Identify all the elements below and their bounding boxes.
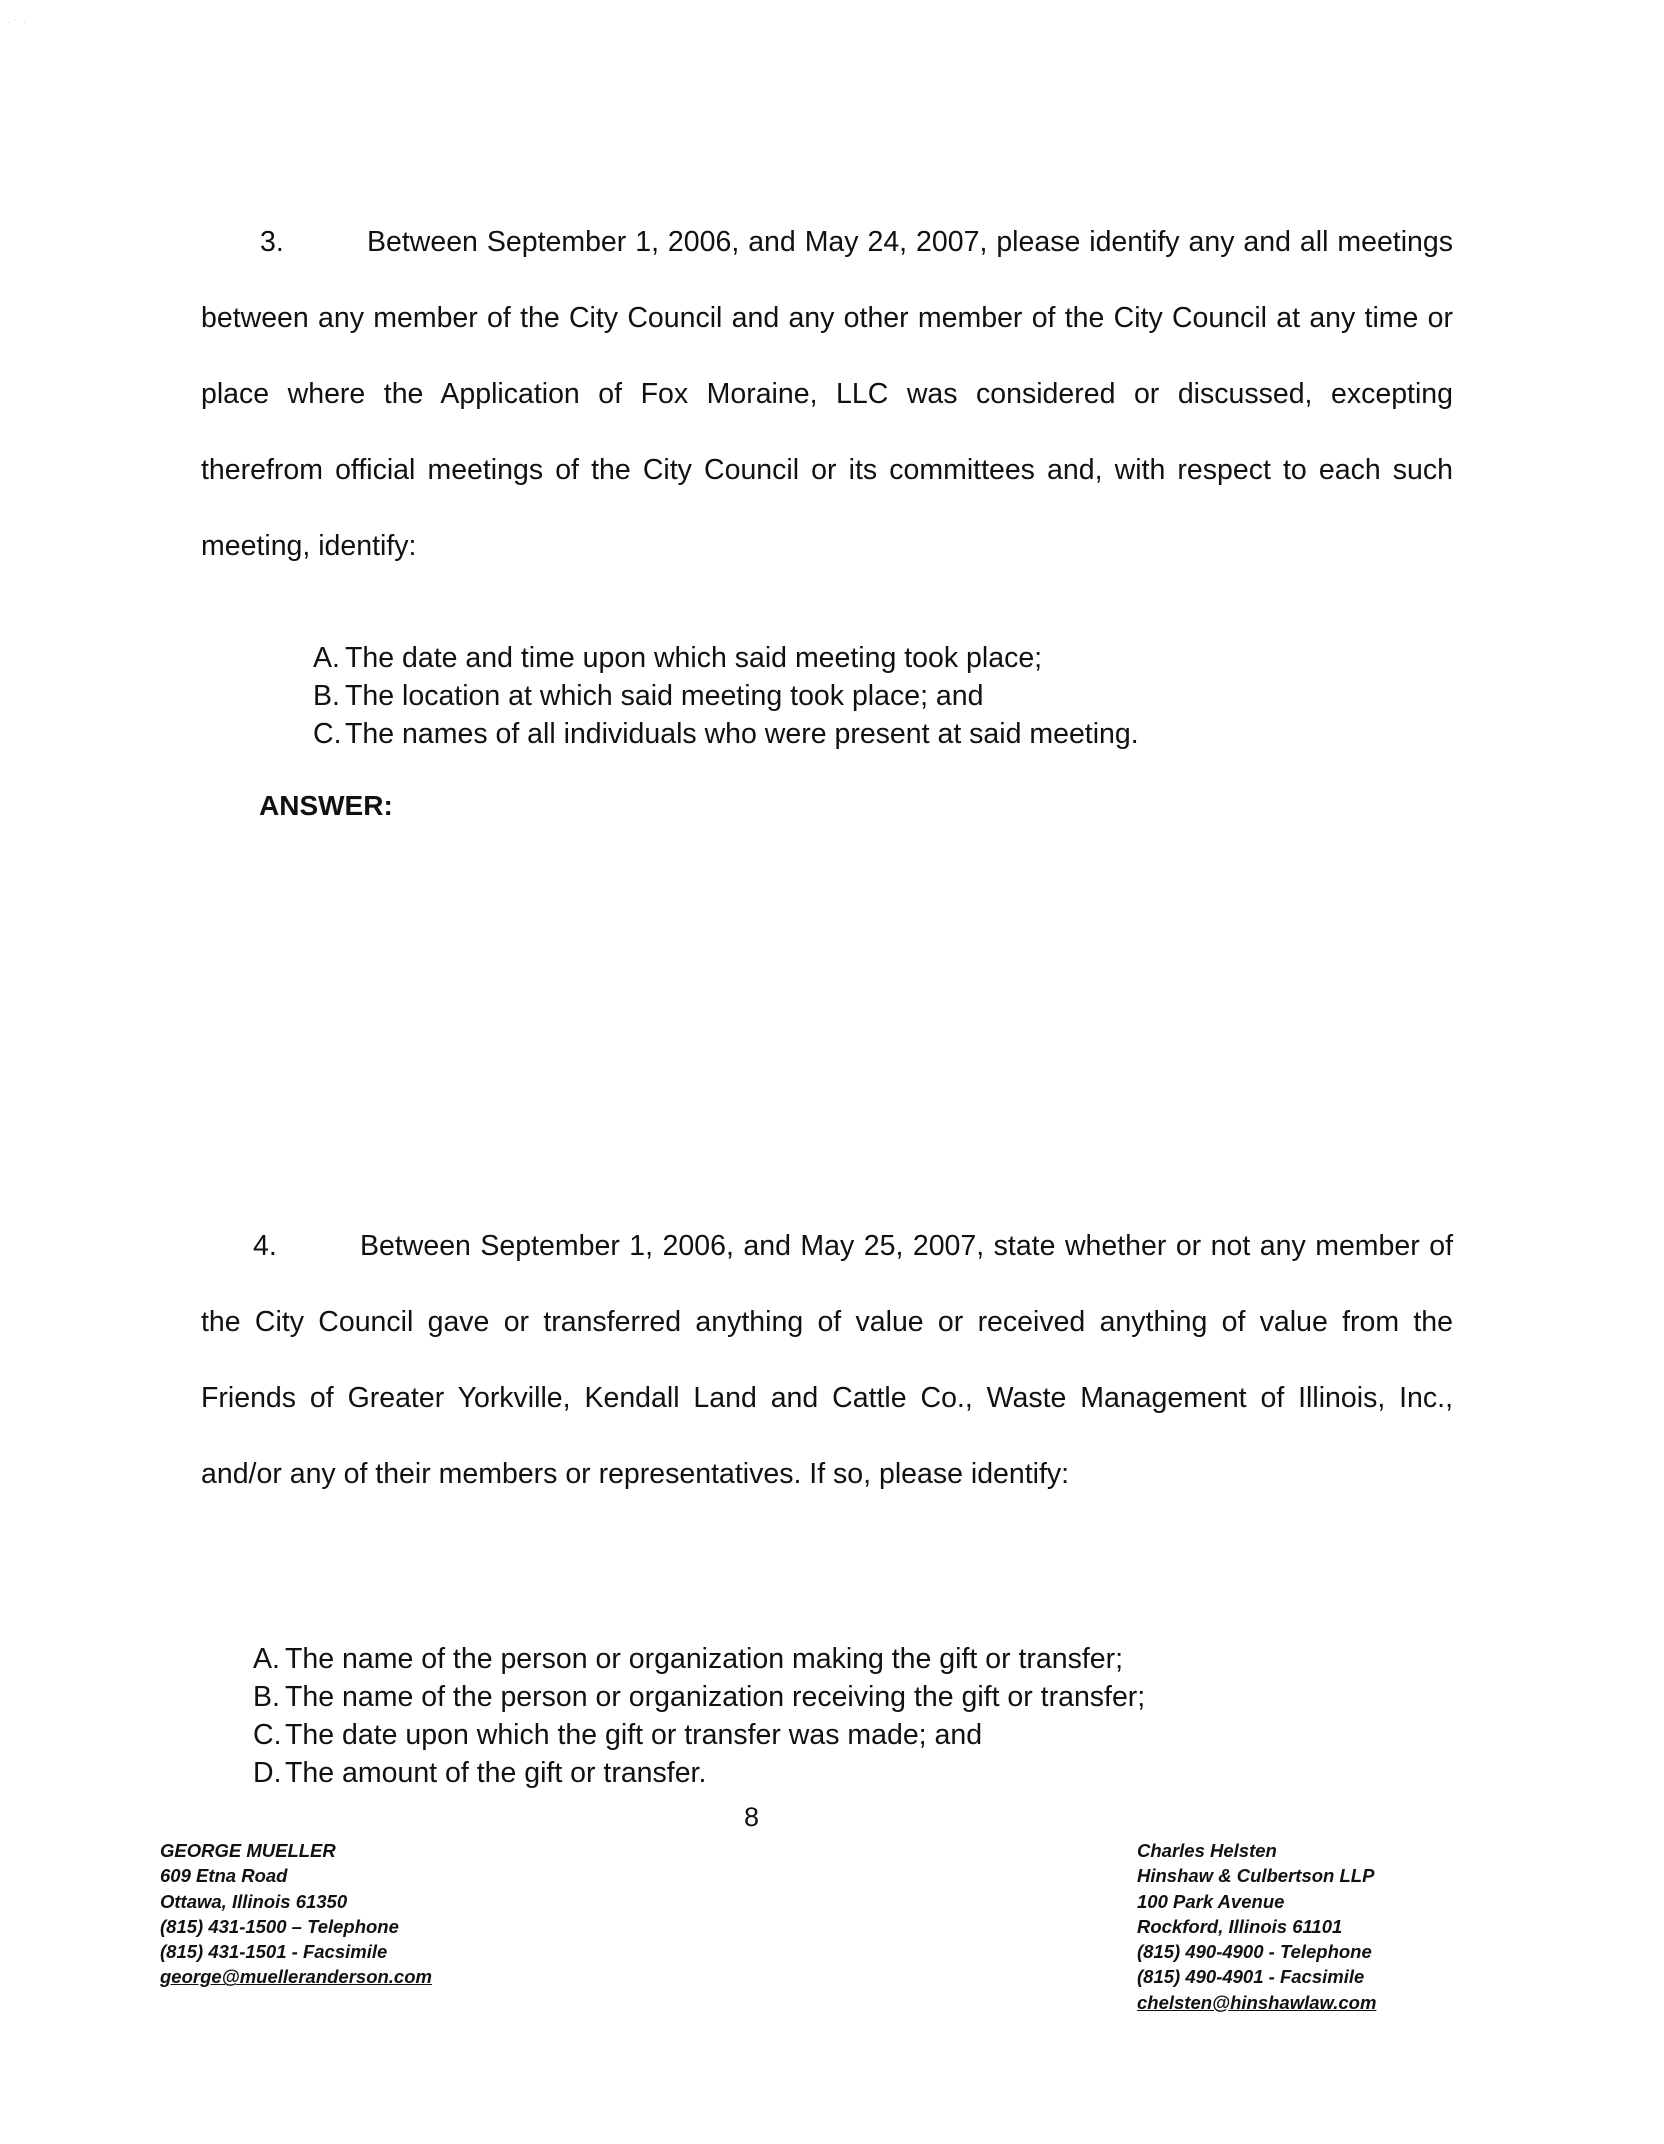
item-text: The date upon which the gift or transfer was made; and xyxy=(285,1719,983,1751)
scan-specks: · ˙ · xyxy=(8,20,26,26)
item-text: The name of the person or organization making the gift or transfer; xyxy=(285,1643,1124,1675)
item-text: The location at which said meeting took place; and xyxy=(345,680,984,712)
item-letter: A. xyxy=(253,1643,280,1675)
interrogatory-3 xyxy=(201,204,1453,584)
contact-phone: (815) 490-4900 - Telephone xyxy=(1137,1941,1372,1963)
item-text: The amount of the gift or transfer. xyxy=(285,1757,707,1789)
interrogatory-number: 3. xyxy=(260,226,284,258)
list-item xyxy=(313,715,1139,753)
list-item xyxy=(253,1754,1145,1792)
item-letter: C. xyxy=(253,1719,282,1751)
interrogatory-text: Between September 1, 2006, and May 25, 2007, state whether or not any member of the City Council gave or transferred anything of value or received anything of value from the Friends of Greater Yorkville, Kendall Land and Cattle Co., Waste Management of Illinois, Inc., and/or any of their members or representatives. If so, please identify: xyxy=(201,1230,1453,1490)
contact-address-line1: 609 Etna Road xyxy=(160,1865,288,1887)
interrogatory-4-items xyxy=(253,1640,1145,1792)
interrogatory-4 xyxy=(201,1208,1453,1512)
page-number: 8 xyxy=(744,1802,760,1832)
contact-fax: (815) 490-4901 - Facsimile xyxy=(1137,1966,1365,1988)
footer-right-contact xyxy=(1137,1838,1376,2015)
item-text: The name of the person or organization receiving the gift or transfer; xyxy=(285,1681,1146,1713)
interrogatory-number: 4. xyxy=(253,1230,277,1262)
contact-address-line2: Rockford, Illinois 61101 xyxy=(1137,1915,1343,1937)
list-item xyxy=(313,639,1139,677)
item-letter: D. xyxy=(253,1757,282,1789)
contact-firm: Hinshaw & Culbertson LLP xyxy=(1137,1865,1375,1887)
item-letter: C. xyxy=(313,718,342,750)
contact-name: GEORGE MUELLER xyxy=(160,1840,336,1861)
contact-address-line1: 100 Park Avenue xyxy=(1137,1890,1285,1912)
interrogatory-3-items xyxy=(313,639,1139,753)
footer-left-contact xyxy=(160,1838,432,1990)
contact-email-link[interactable]: george@muelleranderson.com xyxy=(160,1966,432,1988)
list-item xyxy=(253,1716,1145,1754)
interrogatory-text: Between September 1, 2006, and May 24, 2007, please identify any and all meetings between any member of the City Council and any other member of the City Council at any time or place where the Application of Fox Moraine, LLC was considered or discussed, excepting therefrom official meetings of the City Council or its committees and, with respect to each such meeting, identify: xyxy=(201,226,1453,562)
contact-phone: (815) 431-1500 – Telephone xyxy=(160,1915,399,1937)
contact-fax: (815) 431-1501 - Facsimile xyxy=(160,1941,388,1963)
item-letter: B. xyxy=(253,1681,280,1713)
item-text: The date and time upon which said meeting took place; xyxy=(345,642,1043,674)
contact-name: Charles Helsten xyxy=(1137,1840,1277,1861)
list-item xyxy=(253,1678,1145,1716)
contact-email-link[interactable]: chelsten@hinshawlaw.com xyxy=(1137,1991,1377,2013)
list-item xyxy=(253,1640,1145,1678)
answer-label: ANSWER: xyxy=(259,790,393,821)
item-letter: B. xyxy=(313,680,340,712)
contact-address-line2: Ottawa, Illinois 61350 xyxy=(160,1890,348,1912)
item-text: The names of all individuals who were present at said meeting. xyxy=(345,718,1139,750)
item-letter: A. xyxy=(313,642,340,674)
list-item xyxy=(313,677,1139,715)
